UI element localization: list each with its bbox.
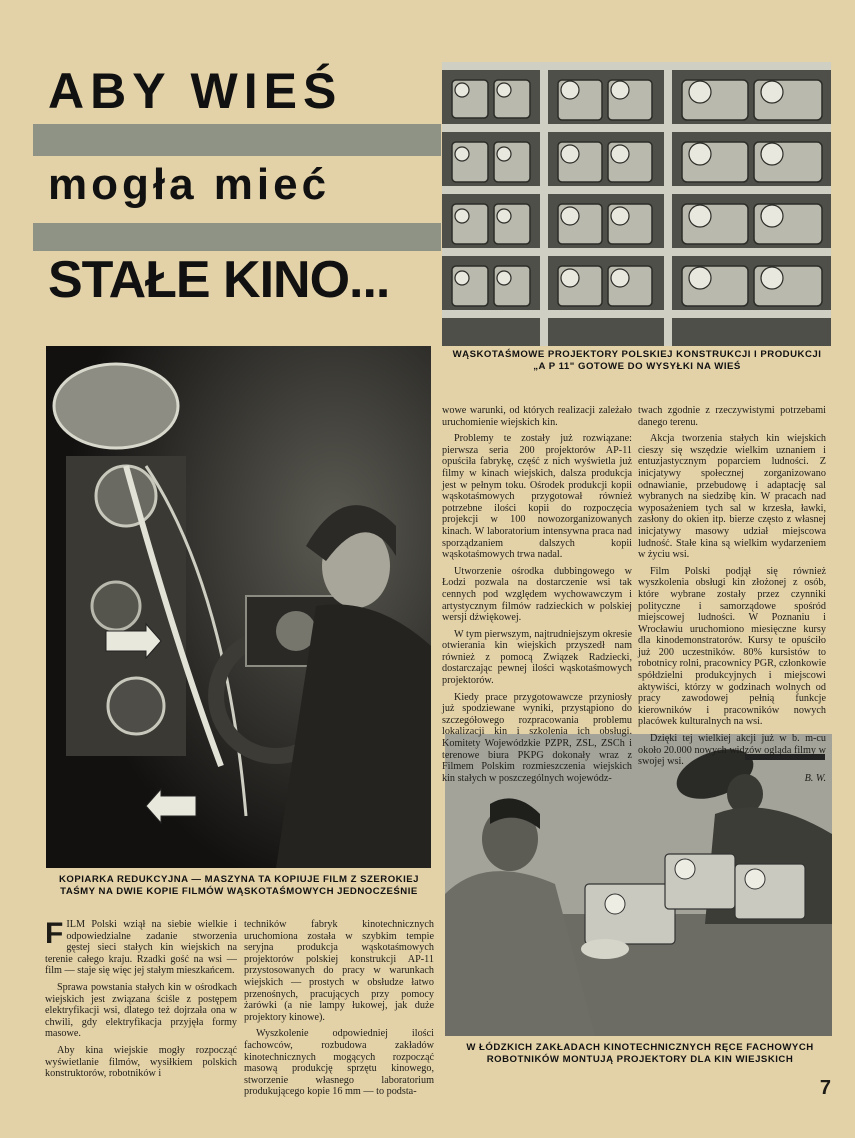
- article-paragraph: Dzięki tej wielkiej akcji już w b. m-cu około 20.000 nowych widzów ogląda filmy w swojej wsi.: [638, 733, 826, 768]
- article-paragraph: Utworzenie ośrodka dubbingowego w Łodzi pozwala na dostarczenie wsi tak cennych pod względem wychowawczym i artystycznym filmów radzieckich w polskiej wersji dźwiękowej.: [442, 565, 632, 624]
- caption-projectors-shelf: WĄSKOTAŚMOWE PROJEKTORY POLSKIEJ KONSTRUKCJI I PRODUKCJI „A P 11" GOTOWE DO WYSYŁKI NA WIEŚ: [452, 349, 822, 372]
- headline-line-1: ABY WIEŚ: [48, 63, 343, 119]
- caption-workers-assembly: W ŁÓDZKICH ZAKŁADACH KINOTECHNICZNYCH RĘCE FACHOWYCH ROBOTNIKÓW MONTUJĄ PROJEKTORY DLA KIN WIEJSKICH: [466, 1042, 814, 1065]
- headline-line-3: STAŁE KINO...: [48, 251, 390, 309]
- article-paragraph: techników fabryk kinotechnicznych uruchomiona została w szybkim tempie seryjna produkcja wąskotaśmowych projektorów polskiej konstrukcji AP-11 przystosowanych do pracy w warunkach wiejskich — prostych w obsłudze łatwo przenośnych, pracujących przy pomocy żarówki (a nie lampy łukowej, jak duże projektory kinowe).: [244, 919, 434, 1023]
- reduction-copier-photo: [46, 346, 431, 868]
- caption-reduction-copier: KOPIARKA REDUKCYJNA — MASZYNA TA KOPIUJE FILM Z SZEROKIEJ TAŚMY NA DWIE KOPIE FILMÓW WĄSKOTAŚMOWYCH JEDNOCZEŚNIE: [58, 874, 420, 897]
- article-paragraph: Kiedy prace przygotowawcze przyniosły już spodziewane wyniki, przystąpiono do szczegółowego rozpracowania problemu lokalizacji kin i szkolenia ich obsługi. Komitety Wojewódzkie PZPR, ZSL, ZSCh i terenowe biura PKPG dokonały wraz z Filmem Polskim rozmieszczenia wiejskich kin stałych w poszczególnych wojewódz-: [442, 691, 632, 784]
- article-paragraph: [45, 919, 237, 977]
- headline-band-2: [33, 223, 441, 251]
- projectors-shelf-illustration: [442, 62, 831, 346]
- article-paragraph: Aby kina wiejskie mogły rozpocząć wyświetlanie filmów, wysiłkiem polskich konstruktorów, robotników i: [45, 1044, 237, 1080]
- article-column-d: [638, 405, 826, 789]
- article-column-b: [244, 919, 434, 1103]
- article-text: ILM Polski wziął na siebie wielkie i odpowiedzialne zadanie stworzenia gęstej sieci stałych kin wiejskich na terenie całego kraju. Rzadki gość na wsi — film — staje się więc jej stałym mieszkańcem.: [45, 919, 237, 977]
- page-number: 7: [819, 1077, 831, 1099]
- reduction-copier-illustration: [46, 346, 431, 868]
- article-paragraph: Akcja tworzenia stałych kin wiejskich cieszy się wszędzie wielkim uznaniem i entuzjastycznym poparciem ludności. Z inicjatywy społecznej zorganizowano odnawianie, przebudowę i adaptację sal wybranych na siedzibę kin. W pracach nad wyposażeniem tych sal w krzesła, ławki, zasłony do okien itp. bierze często z własnej inicjatywy masowy udział miejscowa ludność. Stałe kina są wielkim wydarzeniem w życiu wsi.: [638, 433, 826, 561]
- headline-line-2: mogła mieć: [48, 160, 331, 209]
- article-column-c: [442, 405, 632, 789]
- article-paragraph: Problemy te zostały już rozwiązane: pierwsza seria 200 projektorów AP-11 opuściła fabrykę, część z nich wyświetla już filmy w kinach wiejskich, dalsza produkcja jest w pełnym toku. Ośrodek produkcji kopii wąskotaśmowych przygotował również potrzebne ilości kopii do rozpoczęcia projekcji w 100 nowozorganizowanych kinach. W laboratorium intensywna praca nad sporządzaniem dalszych kopii wąskotaśmowych trwa nadal.: [442, 433, 632, 561]
- article-paragraph: Wyszkolenie odpowiedniej ilości fachowców, rozbudowa zakładów kinotechnicznych mogących rozpocząć masową produkcję sprzętu kinowego, stworzenie własnego laboratorium produkującego kopie 16 mm — to podsta-: [244, 1028, 434, 1098]
- article-paragraph: twach zgodnie z rzeczywistymi potrzebami danego terenu.: [638, 405, 826, 428]
- article-paragraph: W tym pierwszym, najtrudniejszym okresie otwierania kin wiejskich przyszedł nam również z pomocą Związek Radziecki, dostarczając pewnej ilości wąskotaśmowych projektorów.: [442, 628, 632, 687]
- article-paragraph: Film Polski podjął się również wyszkolenia obsługi kin złożonej z osób, które wybrane zostały przez czynniki polityczne i samorządowe spośród miejscowej ludności. W Poznaniu i Wrocławiu uruchomiono miesięczne kursy dla kinodemonstratorów. Kursy te opuściło już 200 uczestników. 80% kursistów to robotnicy rolni, pracownicy PGR, członkowie spółdzielni produkcyjnych i miejscowi aktywiści, którzy w godzinach wolnych od pracy zawodowej pełnią funkcje kierowników i pracowników nowych placówek kulturalnych na wsi.: [638, 565, 826, 728]
- article-column-a: [45, 919, 237, 1085]
- projectors-shelf-photo: [442, 62, 831, 346]
- article-signature: B. W.: [804, 772, 826, 784]
- article-paragraph: wowe warunki, od których realizacji zależało uruchomienie wiejskich kin.: [442, 405, 632, 428]
- article-paragraph: Sprawa powstania stałych kin w ośrodkach wiejskich jest związana ściśle z postępem elektryfikacji wsi, dlatego też dojrzała ona w chwili, gdy elektryfikacja przyjęła formy masowe.: [45, 981, 237, 1040]
- drop-cap: F: [45, 917, 64, 950]
- headline-band-1: [33, 124, 441, 156]
